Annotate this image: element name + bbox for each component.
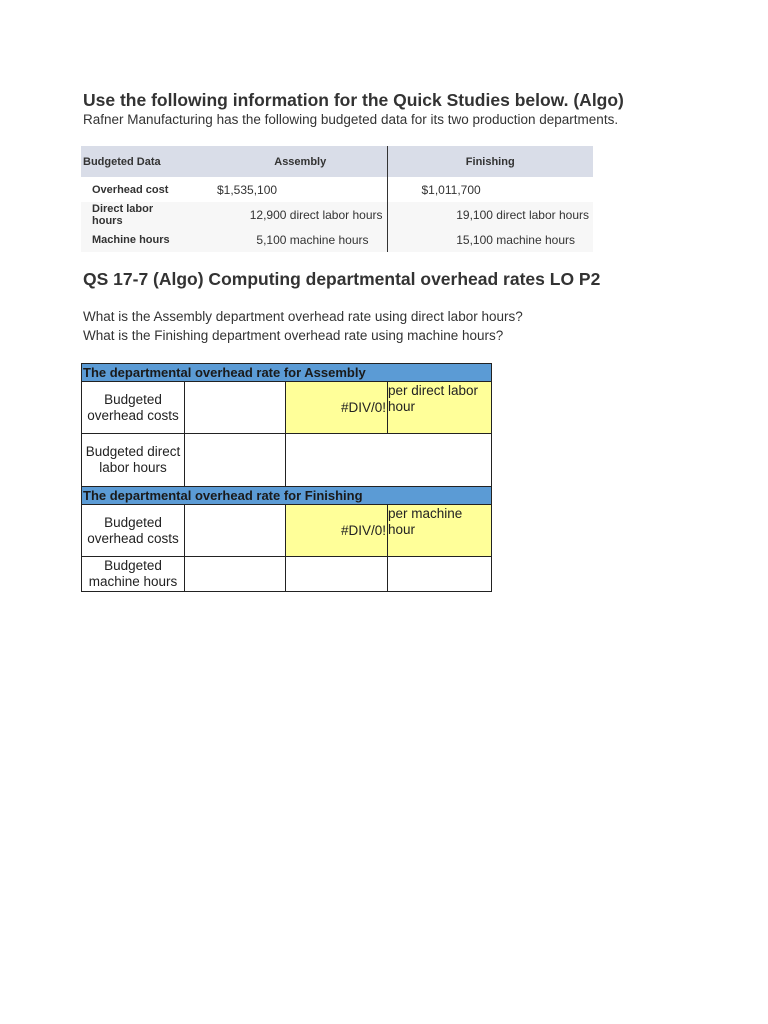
value: $1,535,100: [217, 182, 278, 197]
row-label-machine-hours: Machine hours: [81, 227, 214, 252]
table-row: [82, 382, 492, 434]
page-heading: Use the following information for the Quick Studies below. (Algo): [83, 90, 624, 110]
table-row: [82, 434, 492, 487]
assembly-overhead-cost: [214, 177, 387, 202]
row-label-direct-labor-hours: Direct labor hours: [81, 202, 214, 227]
finishing-overhead-costs-label: Budgeted overhead costs: [82, 505, 185, 557]
row-label-overhead-cost: Overhead cost: [81, 177, 214, 202]
quick-study-title: QS 17-7 (Algo) Computing departmental overhead rates LO P2: [83, 269, 601, 289]
unit: direct labor hours: [289, 207, 383, 222]
assembly-empty-cell: [286, 434, 492, 487]
table-row: [81, 227, 593, 252]
value: 19,100: [456, 207, 493, 222]
header-budgeted-data: Budgeted Data: [81, 146, 214, 177]
value: $1,011,700: [421, 182, 481, 197]
assembly-section-header-row: [82, 364, 492, 382]
finishing-machine-hours-label: Budgeted machine hours: [82, 557, 185, 592]
assembly-rate-unit: per direct labor hour: [388, 382, 492, 434]
assembly-rate-result: #DIV/0!: [286, 382, 388, 434]
assembly-direct-labor-hours: [214, 202, 387, 227]
budget-header-row: [81, 146, 593, 177]
unit: machine hours: [496, 232, 575, 247]
finishing-overhead-costs-input[interactable]: [185, 505, 286, 557]
table-row: [82, 557, 492, 592]
unit: direct labor hours: [496, 207, 589, 222]
finishing-empty-cell: [388, 557, 492, 592]
assembly-overhead-costs-input[interactable]: [185, 382, 286, 434]
finishing-rate-result: #DIV/0!: [286, 505, 388, 557]
finishing-section-header-row: [82, 487, 492, 505]
table-row: [81, 177, 593, 202]
value: 15,100: [456, 232, 493, 247]
finishing-section-title: The departmental overhead rate for Finishing: [82, 487, 492, 505]
value: 12,900: [249, 207, 287, 222]
assembly-section-title: The departmental overhead rate for Assembly: [82, 364, 492, 382]
finishing-machine-hours-input[interactable]: [185, 557, 286, 592]
intro-text: Rafner Manufacturing has the following budgeted data for its two production departments.: [83, 112, 619, 127]
assembly-machine-hours: [214, 227, 387, 252]
question-assembly: What is the Assembly department overhead rate using direct labor hours?: [83, 309, 523, 324]
header-assembly: Assembly: [214, 146, 387, 177]
finishing-overhead-cost: [387, 177, 593, 202]
table-row: [82, 505, 492, 557]
overhead-rate-answer-grid: [81, 363, 492, 592]
table-row: [81, 202, 593, 227]
value: 5,100: [256, 232, 287, 247]
assembly-overhead-costs-label: Budgeted overhead costs: [82, 382, 185, 434]
finishing-rate-unit: per machine hour: [388, 505, 492, 557]
budget-data-table: [81, 146, 593, 252]
header-finishing: Finishing: [387, 146, 593, 177]
finishing-direct-labor-hours: [387, 202, 593, 227]
finishing-machine-hours: [387, 227, 593, 252]
finishing-empty-cell: [286, 557, 388, 592]
assembly-direct-labor-hours-input[interactable]: [185, 434, 286, 487]
question-finishing: What is the Finishing department overhead rate using machine hours?: [83, 328, 504, 343]
assembly-direct-labor-hours-label: Budgeted direct labor hours: [82, 434, 185, 487]
unit: machine hours: [289, 232, 369, 247]
